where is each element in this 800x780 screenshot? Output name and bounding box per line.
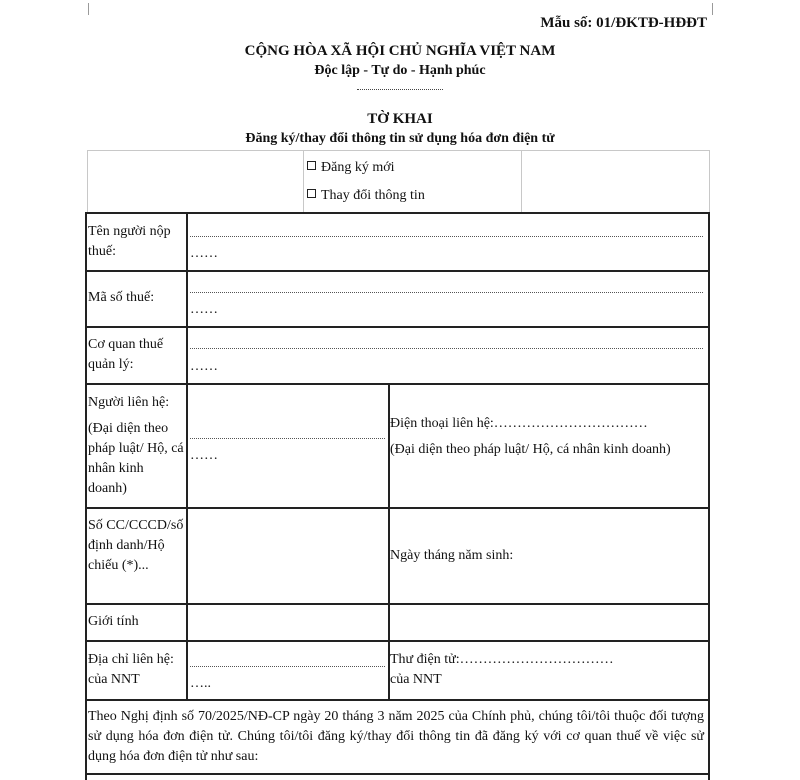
contact-phone-label[interactable]: Điện thoại liên hệ:……………………………: [390, 416, 648, 431]
option-table-divider-left: [303, 150, 304, 212]
contact-person-field[interactable]: [190, 438, 385, 439]
contact-phone-note: (Đại diện theo pháp luật/ Hộ, cá nhân kinh doanh): [390, 442, 671, 457]
contact-person-label: Người liên hệ:: [88, 395, 170, 410]
taxpayer-name-dots: ……: [190, 246, 218, 261]
page-corner-mark-right: [712, 3, 713, 15]
checkbox-change-info[interactable]: [307, 189, 316, 198]
tax-code-label: Mã số thuế:: [88, 290, 155, 305]
row-line: [85, 507, 708, 509]
id-number-label: Số CC/CCCD/số định danh/Hộ chiếu (*)...: [88, 518, 184, 573]
address-field[interactable]: [190, 666, 385, 667]
form-title: TỜ KHAI: [367, 111, 433, 127]
form-code: Mẫu số: 01/ĐKTĐ-HĐĐT: [540, 15, 707, 31]
row-line: [85, 773, 708, 775]
national-motto: Độc lập - Tự do - Hạnh phúc: [314, 63, 486, 78]
taxpayer-name-label: Tên người nộp thuế:: [88, 224, 171, 259]
address-dots: …..: [190, 676, 211, 691]
contact-person-note: (Đại diện theo pháp luật/ Hộ, cá nhân kinh doanh): [88, 421, 184, 496]
national-title: CỘNG HÒA XÃ HỘI CHỦ NGHĨA VIỆT NAM: [244, 43, 556, 59]
email-label[interactable]: Thư điện tử:……………………………: [390, 652, 614, 667]
tax-authority-field[interactable]: [190, 348, 703, 349]
form-subtitle: Đăng ký/thay đổi thông tin sử dụng hóa đơn điện tử: [245, 131, 555, 146]
decree-paragraph: Theo Nghị định số 70/2025/NĐ-CP ngày 20 tháng 3 năm 2025 của Chính phủ, chúng tôi/tôi thuộc đối tượng sử dụng hóa đơn điện tử. Chúng tôi/tôi đăng ký/thay đổi thông tin đã đăng ký với cơ quan thuế về việc sử dụng hóa đơn điện tử như sau:: [88, 709, 704, 764]
email-suffix: của NNT: [390, 672, 442, 687]
row-line: [85, 326, 708, 328]
birth-date-label: Ngày tháng năm sinh:: [390, 548, 514, 563]
contact-person-dots: ……: [190, 448, 218, 463]
row-line: [85, 699, 708, 701]
tax-authority-dots: ……: [190, 359, 218, 374]
tax-code-field[interactable]: [190, 292, 703, 293]
option-register-new[interactable]: [307, 158, 395, 178]
option-change-info-label: Thay đổi thông tin: [321, 188, 425, 203]
row-line: [85, 383, 708, 385]
option-table-divider-right: [521, 150, 522, 212]
gender-label: Giới tính: [88, 614, 139, 629]
tax-code-dots: ……: [190, 302, 218, 317]
option-change-info[interactable]: [307, 186, 425, 206]
row-line: [85, 640, 708, 642]
page-corner-mark-left: [88, 3, 89, 15]
address-label: Địa chỉ liên hệ: của NNT: [88, 652, 174, 687]
row-line: [85, 603, 708, 605]
row-line: [85, 270, 708, 272]
taxpayer-name-field[interactable]: [190, 236, 703, 237]
checkbox-register-new[interactable]: [307, 161, 316, 170]
tax-authority-label: Cơ quan thuế quản lý:: [88, 337, 164, 372]
option-register-new-label: Đăng ký mới: [321, 160, 395, 175]
motto-underline: [357, 89, 443, 90]
col-line-label: [186, 212, 188, 699]
